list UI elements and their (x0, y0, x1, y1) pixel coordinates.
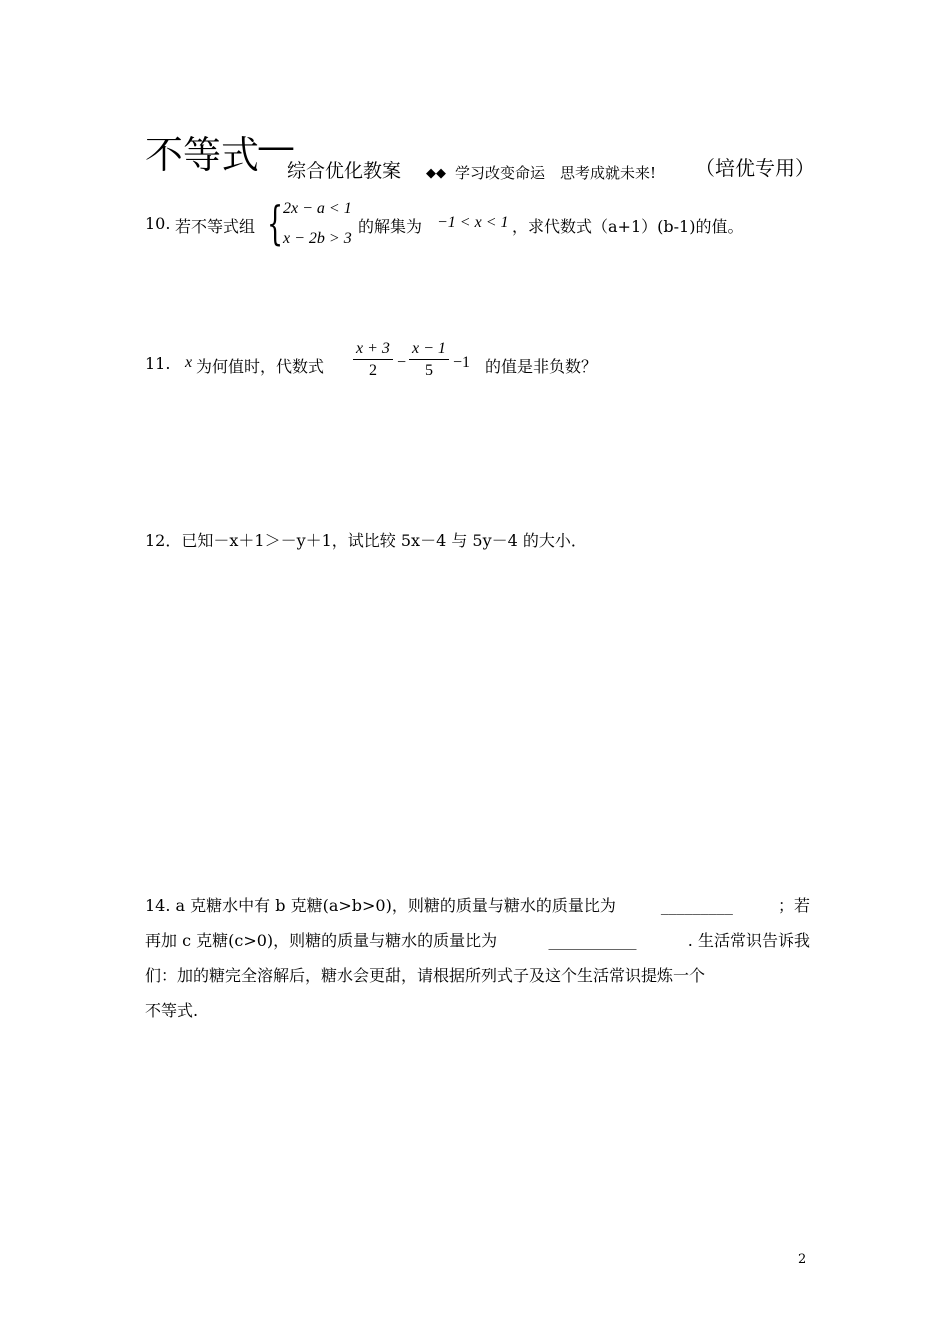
question-number: 10. (145, 214, 171, 233)
brace-icon: { (267, 196, 284, 250)
question-14 (145, 888, 810, 1028)
header-dash: — (257, 124, 295, 168)
fraction-numerator: x − 1 (409, 340, 449, 360)
header-tag: （培优专用） (695, 156, 815, 180)
question-text: 的值是非负数？ (485, 357, 598, 376)
fraction-numerator: x + 3 (353, 340, 393, 360)
question-text: ，求代数式（a+1）(b-1)的值。 (512, 217, 744, 236)
variable-x: x (185, 354, 193, 371)
header-title: 不等式 (145, 133, 260, 177)
diamond-icon: ◆◆ (426, 166, 446, 181)
question-text: . 生活常识告诉我 (687, 931, 810, 950)
header-slogan: 学习改变命运 思考成就未来! (455, 164, 657, 182)
header-subtitle: 综合优化教案 (287, 160, 402, 182)
question-11 (145, 340, 825, 394)
fraction-denominator: 2 (368, 362, 377, 379)
question-12: 12．已知－x＋1＞－y＋1，试比较 5x－4 与 5y－4 的大小． (145, 531, 587, 550)
question-14-line-1 (145, 888, 810, 923)
question-text: 若不等式组 (175, 217, 256, 236)
question-text: 14. a 克糖水中有 b 克糖(a>b>0)，则糖的质量与糖水的质量比为 (145, 896, 616, 915)
question-14-line-4: 不等式. (145, 1001, 199, 1020)
inequality-2: x − 2b > 3 (283, 230, 352, 247)
question-text: 为何值时，代数式 (196, 357, 325, 376)
question-text: 的解集为 (358, 217, 423, 236)
question-text: ；若 (777, 896, 810, 915)
answer-blank[interactable]: ___________ (548, 931, 637, 950)
inequality-1: 2x − a < 1 (283, 200, 352, 217)
question-text: 再加 c 克糖(c>0)，则糖的质量与糖水的质量比为 (145, 931, 498, 950)
question-14-line-3: 们：加的糖完全溶解后，糖水会更甜，请根据所列式子及这个生活常识提炼一个 (145, 966, 706, 985)
minus-sign: − (397, 354, 407, 371)
answer-blank[interactable]: _________ (660, 896, 733, 915)
question-10 (145, 196, 825, 259)
question-14-line-2 (145, 923, 810, 958)
solution-range: −1 < x < 1 (437, 214, 509, 231)
constant-term: −1 (453, 354, 471, 371)
fraction-denominator: 5 (424, 362, 433, 379)
question-number: 11. (145, 354, 171, 373)
page-number: 2 (798, 1252, 807, 1267)
fraction-1 (353, 340, 393, 380)
fraction-2 (409, 340, 449, 380)
